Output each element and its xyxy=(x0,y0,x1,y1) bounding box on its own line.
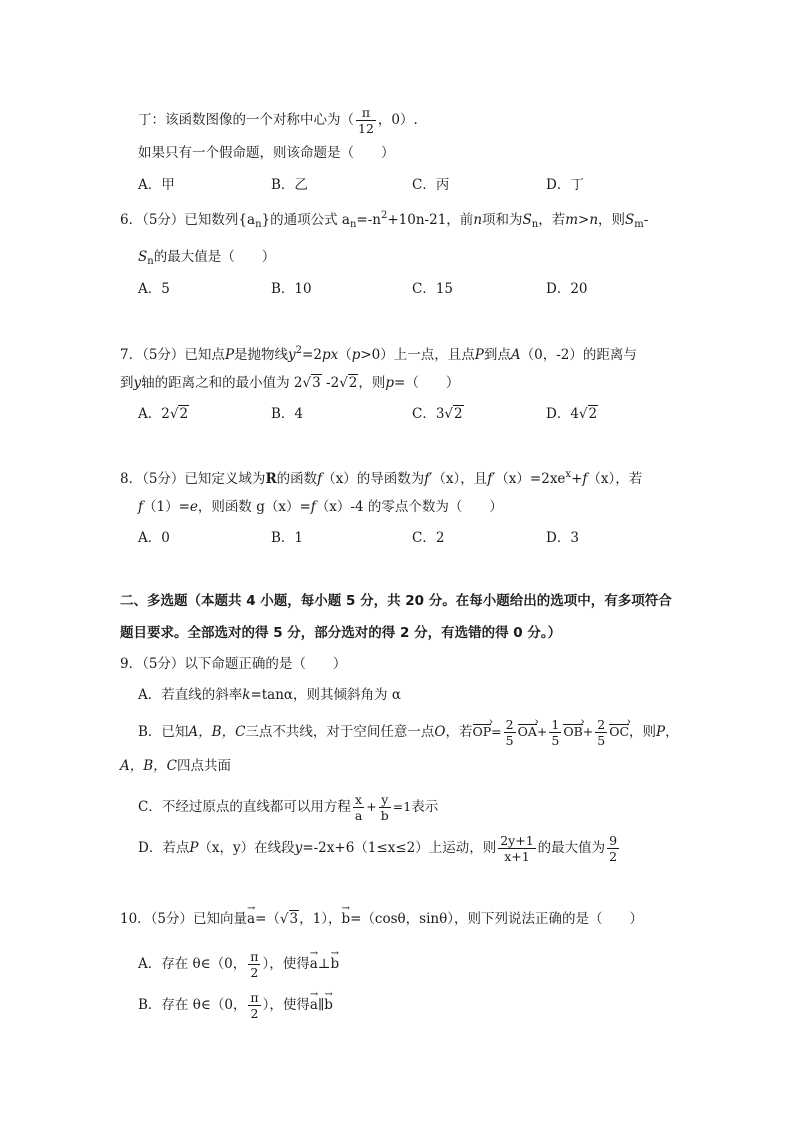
q7-p: P xyxy=(224,347,235,363)
q5-ding-prefix: 丁：该函数图像的一个对称中心为（ xyxy=(138,112,354,129)
q8-R: R xyxy=(265,471,277,487)
q7-sup: 2 xyxy=(295,345,303,356)
q10-a: 10．（5分）已知向量 xyxy=(120,911,248,927)
q5-question: 如果只有一个假命题，则该命题是（ ） xyxy=(138,145,395,161)
frac-numerator: π xyxy=(356,106,376,121)
q8-stem-line1 xyxy=(120,470,642,487)
q9-abc: A，B，C xyxy=(188,724,246,741)
q5-pi-over-12 xyxy=(356,106,376,135)
q10-d: =（cosθ，sinθ），则下列说法正确的是（ ） xyxy=(350,911,643,927)
q5-option-c[interactable]: C．丙 xyxy=(412,177,450,193)
frac-pi-2 xyxy=(248,950,260,979)
q10-a-text: A．存在 θ∈（0， xyxy=(138,956,247,973)
q9-b-mid: 三点不共线，对于空间任意一点 xyxy=(245,724,435,741)
q6-sub-n2: n xyxy=(349,219,357,230)
q7-stem-line2 xyxy=(120,377,459,391)
frac-denominator: b xyxy=(380,808,389,824)
q9-b-ruo: ，若 xyxy=(445,724,473,741)
q7-y: y xyxy=(288,347,296,363)
q6-sub-n: n xyxy=(255,219,262,230)
q5-ding-suffix: ，0）. xyxy=(377,112,418,129)
section2-heading-line2: 题目要求。全部选对的得 5 分，部分选对的得 2 分，有选错的得 0 分。） xyxy=(120,625,562,641)
q6-option-b[interactable]: B．10 xyxy=(271,281,312,297)
q7-l2e: =（ ） xyxy=(394,375,460,391)
q6-sup2: 2 xyxy=(381,210,388,221)
q8-l1d: ′（x），且 xyxy=(429,471,488,487)
vector-b: → b xyxy=(324,999,333,1013)
parallel-icon: ∥ xyxy=(317,997,325,1014)
q9-c-text: C．不经过原点的直线都可以用方程 xyxy=(138,799,351,816)
vector-a: → a xyxy=(247,913,255,927)
radicand: 2 xyxy=(454,406,463,422)
frac-2y1-x1 xyxy=(498,834,535,863)
q8-l1e: ′（x）=2xe xyxy=(492,471,566,487)
frac-1-5 xyxy=(549,718,561,747)
vector-b: → b xyxy=(331,958,340,972)
q10-option-a[interactable] xyxy=(138,950,339,979)
q6-option-d[interactable]: D．20 xyxy=(546,281,588,297)
q7-p4: p xyxy=(385,375,395,391)
q7-l1c: =2 xyxy=(302,347,322,363)
frac-numerator: 9 xyxy=(609,833,618,848)
q7-option-a[interactable] xyxy=(138,408,189,422)
q9-d-text: D．若点 xyxy=(138,840,190,857)
q8-l1: 8．（5分）已知定义域为 xyxy=(120,471,266,487)
plus: + xyxy=(582,724,594,740)
frac-denominator: 12 xyxy=(358,121,374,137)
q7-l1d: （ xyxy=(338,347,352,363)
q10-c: ，1）， xyxy=(299,911,342,927)
vector-a: → a xyxy=(310,958,318,972)
frac-numerator: y xyxy=(379,793,391,808)
q7-option-d[interactable] xyxy=(546,408,598,422)
q9-option-d[interactable] xyxy=(138,834,621,863)
q10-option-b[interactable] xyxy=(138,991,333,1020)
q9-o: O xyxy=(434,724,446,741)
q7-l1g: （0，-2）的距离与 xyxy=(520,347,637,363)
vector-oc: OC › xyxy=(609,724,629,739)
q7-a: A xyxy=(510,347,521,363)
frac-denominator: a xyxy=(354,808,363,824)
frac-denominator: 5 xyxy=(505,733,514,749)
q7-option-b[interactable]: B．4 xyxy=(271,406,304,422)
q10-b-text: B．存在 θ∈（0， xyxy=(138,997,247,1014)
q8-stem-line2 xyxy=(138,501,503,515)
q5-option-d[interactable]: D．丁 xyxy=(546,177,584,193)
q9-option-b[interactable]: B．已知A，B，C三点不共线，对于空间任意一点O，若OP ›= $\frac{2}{5}$ OA ›+ $\frac{1}{5}$ OB ›+ $\frac{2}{5}$ OC ›，则P， xyxy=(138,718,679,747)
q5-option-a[interactable]: A．甲 xyxy=(138,177,175,193)
q6-stem-line2 xyxy=(138,251,275,267)
opt-text: D．4 xyxy=(546,406,579,422)
q7-l2c: -2 xyxy=(321,375,340,391)
plus: + xyxy=(366,799,377,815)
q9-option-c[interactable] xyxy=(138,793,438,822)
q9-abc: A，B，C xyxy=(120,758,177,774)
q6-mid2: 项和为 xyxy=(482,212,523,228)
eq: =1 xyxy=(392,799,412,815)
q7-l1a: 7．（5分）已知点 xyxy=(120,347,225,363)
q7-l1e: >0）上一点，且点 xyxy=(360,347,475,363)
frac-denominator: 5 xyxy=(597,733,606,749)
q7-px: px xyxy=(321,347,339,363)
q8-l1b: 的函数 xyxy=(276,471,318,487)
frac-numerator: 2y+1 xyxy=(500,833,534,848)
q8-f: f xyxy=(424,471,430,487)
q7-l2d: ，则 xyxy=(358,375,386,391)
q6-mid3: ，若 xyxy=(538,212,566,228)
q8-ex: x xyxy=(565,469,572,480)
q8-option-a[interactable]: A．0 xyxy=(138,530,170,546)
frac-numerator: π xyxy=(250,949,259,964)
q8-option-d[interactable]: D．3 xyxy=(546,530,579,546)
sqrt-3: √3 xyxy=(279,911,299,927)
vector-a: → a xyxy=(310,999,318,1013)
radicand: 2 xyxy=(179,406,189,422)
frac-2-5 xyxy=(595,718,607,747)
q7-stem-line1 xyxy=(120,346,637,363)
frac-2-5 xyxy=(504,718,516,747)
frac-x-a xyxy=(353,793,364,822)
sqrt-2: √2 xyxy=(169,406,189,422)
frac-numerator: π xyxy=(250,990,259,1005)
q7-l1f: 到点 xyxy=(483,347,511,363)
q7-option-c[interactable] xyxy=(412,408,464,422)
q9-k: k xyxy=(242,687,251,703)
frac-numerator: x xyxy=(353,793,364,808)
perpendicular-icon: ⊥ xyxy=(317,956,331,973)
q6-line2-tail: 的最大值是（ ） xyxy=(153,249,276,265)
q9-p: P xyxy=(656,724,666,741)
q6-prefix: 6．（5分）已知数列{a xyxy=(120,212,256,228)
q6-option-c[interactable]: C．15 xyxy=(412,281,454,297)
frac-denominator: 5 xyxy=(551,733,560,749)
q7-l2a: 到 xyxy=(120,375,134,391)
q10-a-shide: ），使得 xyxy=(262,956,310,973)
q10-stem xyxy=(120,913,643,927)
q8-l2b: （1）= xyxy=(143,499,190,515)
eq: = xyxy=(491,724,502,740)
q8-f: f xyxy=(310,499,316,515)
radicand: 2 xyxy=(588,406,598,422)
q7-l2b: 轴的距离之和的最小值为 2 xyxy=(141,375,303,391)
frac-denominator: 2 xyxy=(250,965,259,981)
q8-e: e xyxy=(189,499,198,515)
q8-l1g: （x），若 xyxy=(587,471,643,487)
q9-option-a[interactable] xyxy=(138,689,401,703)
q9-p: P xyxy=(189,840,199,857)
frac-pi-2 xyxy=(248,991,260,1020)
q6-mid1: }的通项公式 a xyxy=(261,212,350,228)
q9-c-tail: 表示 xyxy=(411,799,439,816)
q6-sub-m: m xyxy=(634,219,644,230)
q6-mid4: ，则 xyxy=(598,212,626,228)
radicand: 3 xyxy=(312,375,321,391)
plus: + xyxy=(536,724,548,740)
q8-l2d: （x）-4 的零点个数为（ ） xyxy=(315,499,503,515)
q6-option-a[interactable]: A．5 xyxy=(138,281,170,297)
sqrt-3: √3 xyxy=(302,375,321,391)
frac-numerator: 1 xyxy=(551,717,560,732)
q8-l1f: + xyxy=(571,471,583,487)
q6-formula-tail: +10n-21，前 xyxy=(387,212,474,228)
q6-n: n xyxy=(473,212,483,228)
q8-l1c: （x）的导函数为 xyxy=(322,471,425,487)
q9-b-text: B．已知 xyxy=(138,724,189,741)
q10-b-shide: ），使得 xyxy=(262,997,310,1014)
q7-l1b: 是抛物线 xyxy=(234,347,289,363)
q9-d-mid: （x，y）在线段 xyxy=(198,840,295,857)
frac-y-b xyxy=(379,793,391,822)
q9-b-ze: ，则 xyxy=(629,724,657,741)
q6-formula: =-n xyxy=(356,212,381,228)
q8-f: f xyxy=(487,471,493,487)
q6-dash: - xyxy=(643,212,649,228)
q9-y: y xyxy=(294,840,303,857)
vector-b: → b xyxy=(341,913,350,927)
sqrt-2: √2 xyxy=(444,406,463,422)
q7-p3: P xyxy=(474,347,484,363)
q8-f: f xyxy=(317,471,323,487)
opt-text: C．3 xyxy=(412,406,445,422)
frac-denominator: 2 xyxy=(609,849,618,865)
q9-option-b-line2 xyxy=(120,760,231,774)
q8-option-c[interactable]: C．2 xyxy=(412,530,445,546)
q7-p2: p xyxy=(351,347,361,363)
vector-ob: OB › xyxy=(563,724,582,739)
q6-stem-line1 xyxy=(120,211,648,230)
frac-numerator: 2 xyxy=(597,717,606,732)
frac-9-2 xyxy=(607,834,619,863)
sqrt-2: √2 xyxy=(339,375,358,391)
frac-denominator: 2 xyxy=(250,1006,259,1022)
sqrt-2: √2 xyxy=(578,406,598,422)
q8-f: f xyxy=(582,471,588,487)
q9-d-tail: 的最大值为 xyxy=(537,840,606,857)
opt-text: A．2 xyxy=(138,406,170,422)
q9-a-text: A．若直线的斜率 xyxy=(138,687,243,703)
q6-cond: m>n xyxy=(565,212,599,228)
q8-f: f xyxy=(138,499,143,515)
frac-numerator: 2 xyxy=(505,717,514,732)
q6-sm: S xyxy=(625,212,635,228)
q9-stem: 9．（5分）以下命题正确的是（ ） xyxy=(120,656,347,672)
radicand: 3 xyxy=(289,911,299,927)
q6-sub-n3: n xyxy=(531,219,539,230)
q8-option-b[interactable]: B．1 xyxy=(271,530,304,546)
q9-d-mid2: =-2x+6（1≤x≤2）上运动，则 xyxy=(302,840,497,857)
q9-b-tail: 四点共面 xyxy=(177,758,231,774)
q6-sub-n4: n xyxy=(147,256,154,267)
vector-op: OP › xyxy=(473,724,492,739)
vector-oa: OA › xyxy=(518,724,537,739)
q5-ding-line xyxy=(138,106,418,135)
radicand: 2 xyxy=(348,375,358,391)
q5-option-b[interactable]: B．乙 xyxy=(271,177,308,193)
q6-line2-s: S xyxy=(138,249,148,265)
frac-denominator: x+1 xyxy=(504,849,530,865)
q10-b: =（ xyxy=(255,911,280,927)
section2-heading-line1: 二、多选题（本题共 4 小题，每小题 5 分，共 20 分。在每小题给出的选项中，有多项符合 xyxy=(120,593,672,609)
q6-s: S xyxy=(522,212,532,228)
q7-y2: y xyxy=(133,375,142,391)
q8-l2c: ，则函数 g（x）= xyxy=(197,499,311,515)
q9-a-tail: =tanα，则其倾斜角为 α xyxy=(250,687,401,703)
